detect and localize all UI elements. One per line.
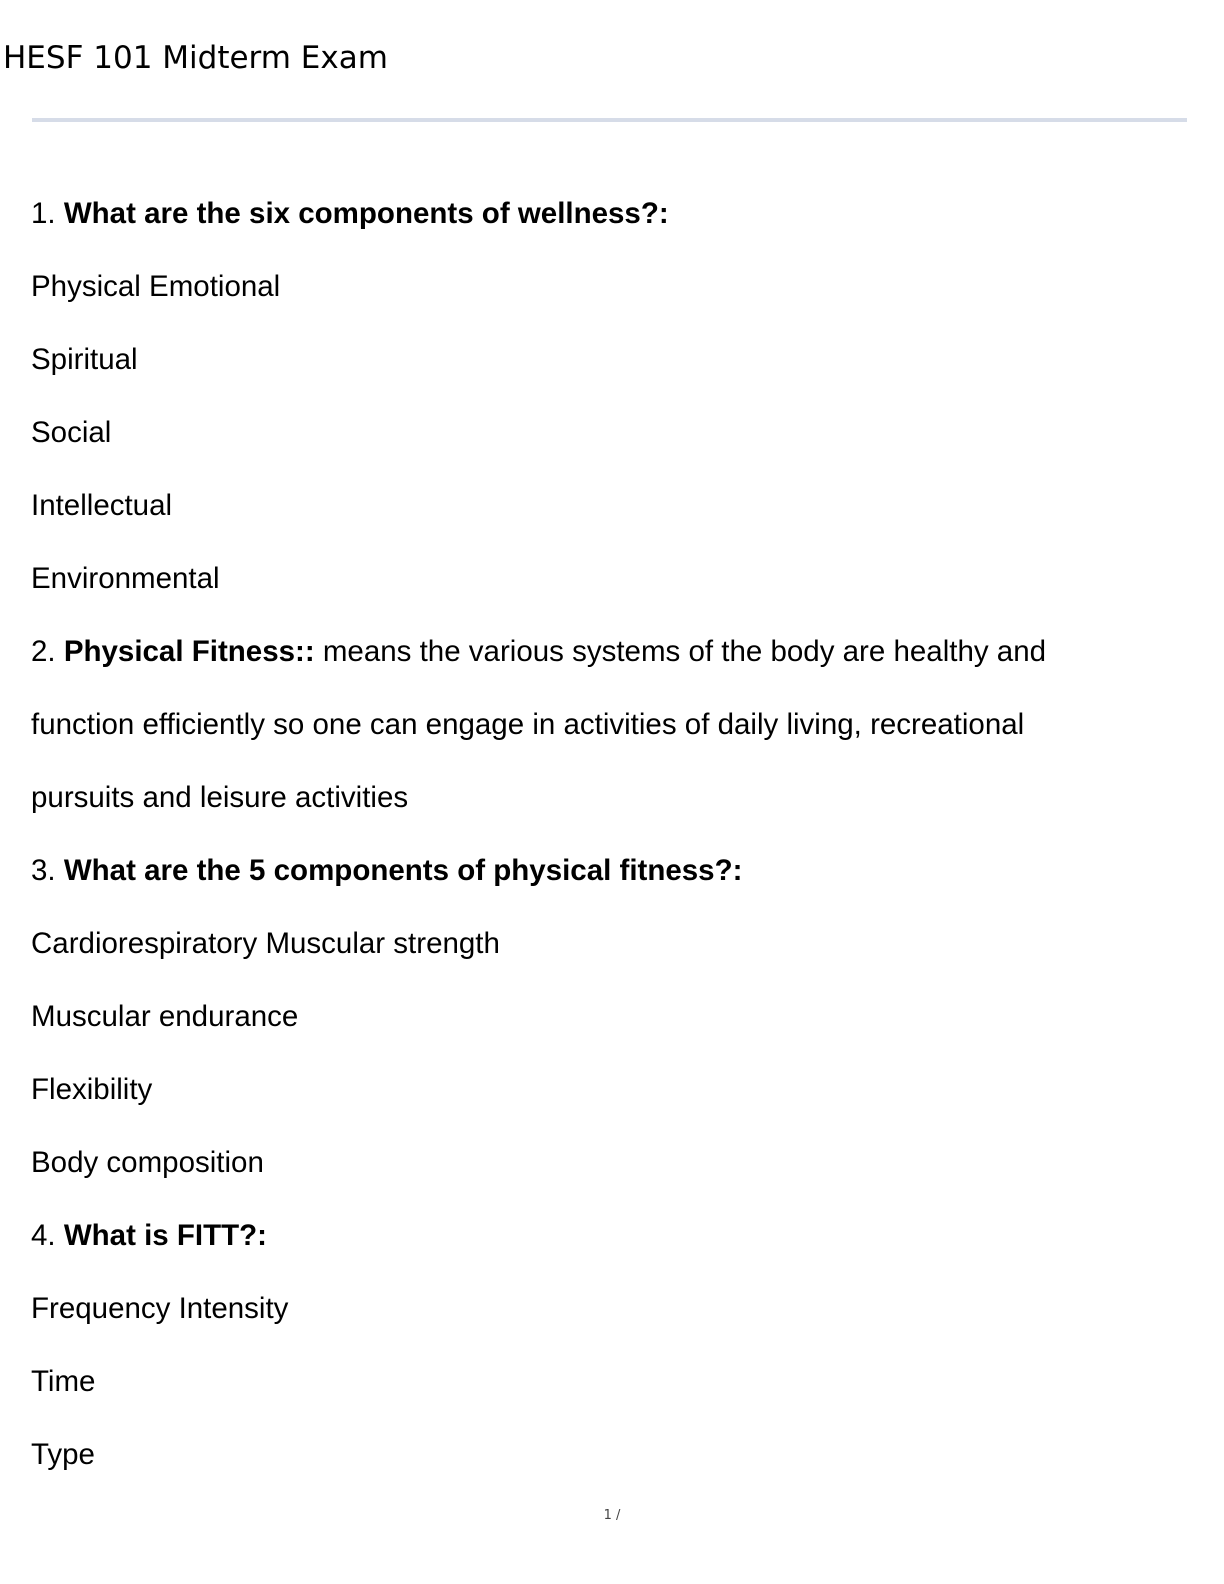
answer-line: Flexibility [31, 1073, 153, 1106]
page-number: 1 / [603, 1508, 621, 1523]
document-title: HESF 101 Midterm Exam [3, 40, 388, 76]
answer-line: Type [31, 1438, 95, 1471]
item-term: What are the 5 components of physical fitness?: [63, 854, 743, 887]
document-body [31, 195, 1191, 1509]
definition-line: function efficiently so one can engage in activities of daily living, recreational [31, 708, 1025, 741]
title-divider [32, 118, 1187, 122]
item-number: 2. [31, 635, 56, 668]
item-term: What is FITT?: [63, 1219, 267, 1252]
item-number: 4. [31, 1219, 56, 1252]
answer-line: Intellectual [31, 489, 173, 522]
answer-line: Time [31, 1365, 96, 1398]
definition-text: means the various systems of the body are healthy and [322, 635, 1047, 668]
question-line [31, 195, 1191, 268]
item-term: What are the six components of wellness?: [63, 197, 669, 230]
question-line [31, 852, 1191, 925]
answer-line: Cardiorespiratory Muscular strength [31, 927, 500, 960]
question-line [31, 1217, 1191, 1290]
question-line [31, 633, 1191, 706]
item-term: Physical Fitness:: [63, 635, 315, 668]
answer-line: Body composition [31, 1146, 264, 1179]
answer-line: Environmental [31, 562, 220, 595]
item-number: 1. [31, 197, 56, 230]
answer-line: Social [31, 416, 112, 449]
definition-line: pursuits and leisure activities [31, 781, 409, 814]
item-number: 3. [31, 854, 56, 887]
answer-line: Spiritual [31, 343, 138, 376]
answer-line: Frequency Intensity [31, 1292, 289, 1325]
answer-line: Muscular endurance [31, 1000, 299, 1033]
answer-line: Physical Emotional [31, 270, 281, 303]
